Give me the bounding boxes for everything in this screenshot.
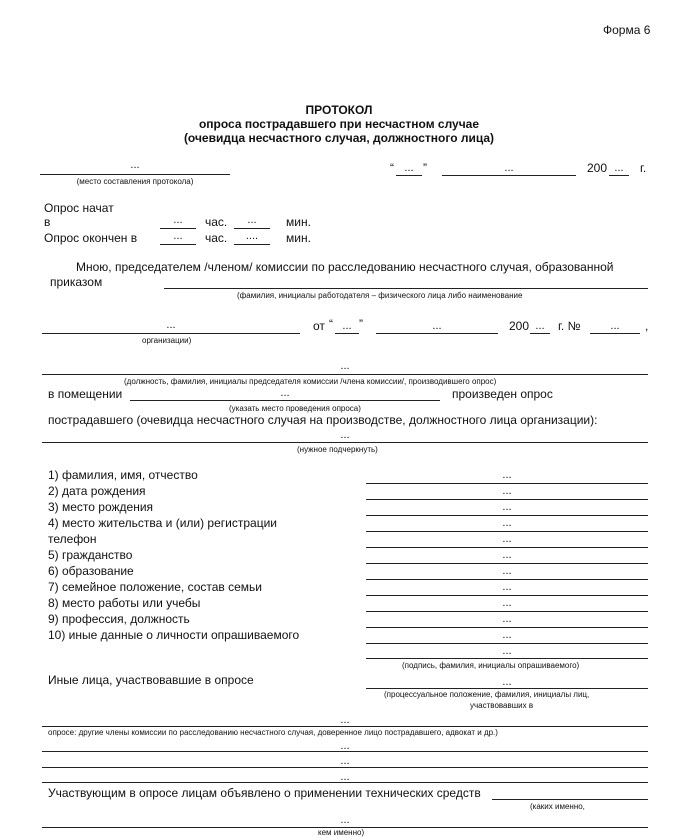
order-month-value[interactable]: ...	[432, 320, 442, 332]
start-minutes-value[interactable]: ...	[247, 214, 257, 226]
field-line	[366, 611, 648, 612]
field-line	[366, 515, 648, 516]
order-number-value[interactable]: ...	[610, 320, 620, 332]
others-extra-value[interactable]: ...	[340, 740, 350, 752]
place-caption: (место составления протокола)	[76, 177, 194, 186]
start-minutes-line	[234, 228, 270, 229]
org-caption: организации)	[142, 336, 192, 345]
start-label-2: в	[44, 215, 51, 229]
others-extra-value[interactable]: ...	[340, 755, 350, 767]
field-value[interactable]: ...	[502, 501, 512, 513]
place-line	[40, 174, 230, 175]
field-label: 10) иные данные о личности опрашиваемого	[48, 628, 300, 642]
field-line	[366, 483, 648, 484]
field-line	[366, 595, 648, 596]
order-number-line	[590, 333, 640, 334]
year-prefix: 200	[587, 161, 608, 175]
order-number-label: г. №	[558, 319, 581, 333]
start-hours-value[interactable]: ...	[173, 214, 183, 226]
premises-label: в помещении	[48, 387, 123, 401]
others-full-line	[42, 726, 648, 727]
order-month-line	[376, 333, 498, 334]
order-comma: ,	[645, 319, 649, 333]
position-value[interactable]: ...	[340, 360, 350, 372]
others-extra-line	[42, 751, 648, 752]
month-value[interactable]: ...	[504, 162, 514, 174]
employer-caption: (фамилия, инициалы работодателя – физического лица либо наименование	[237, 291, 523, 300]
place-value[interactable]: ...	[130, 159, 140, 171]
order-day-value[interactable]: ...	[342, 320, 352, 332]
year-value[interactable]: ...	[614, 162, 624, 174]
premises-caption: (указать место проведения опроса)	[229, 404, 361, 413]
premises-line	[130, 400, 440, 401]
others-full-value[interactable]: ...	[340, 714, 350, 726]
quote-open: “	[390, 161, 394, 175]
field-value[interactable]: ...	[502, 613, 512, 625]
others-extra-value[interactable]: ...	[340, 771, 350, 783]
field-line	[366, 531, 648, 532]
quote-close: ”	[423, 161, 427, 175]
position-caption: (должность, фамилия, инициалы председателя комиссии /члена комиссии/, производившего опрос)	[124, 377, 497, 386]
start-hours-label: час.	[205, 215, 228, 229]
others-extra-line	[42, 782, 648, 783]
org-line	[42, 333, 300, 334]
form-number-label: Форма 6	[603, 23, 651, 37]
order-year-line	[530, 333, 550, 334]
technical-text: Участвующим в опросе лицам объявлено о применении технических средств	[48, 786, 481, 800]
order-quote-open: “	[329, 317, 333, 331]
field-value[interactable]: ...	[502, 533, 512, 545]
field-value[interactable]: ...	[502, 549, 512, 561]
field-label: 1) фамилия, имя, отчество	[48, 468, 198, 482]
others-caption-2: участвовавших в	[470, 701, 534, 710]
end-minutes-value[interactable]: ....	[245, 230, 259, 242]
end-minutes-label: мин.	[286, 231, 311, 245]
extra-data-line	[366, 658, 648, 659]
order-from-label: от	[313, 319, 325, 333]
field-line	[366, 579, 648, 580]
field-label: телефон	[48, 532, 97, 546]
technical-caption-2: кем именно)	[318, 828, 365, 837]
field-label: 7) семейное положение, состав семьи	[48, 580, 263, 594]
field-label: 6) образование	[48, 564, 134, 578]
technical-value[interactable]: ...	[340, 814, 350, 826]
day-line	[396, 175, 422, 176]
employer-line[interactable]	[164, 288, 648, 289]
field-label: 8) место работы или учебы	[48, 596, 201, 610]
title-line-3: (очевидца несчастного случая, должностного лица)	[183, 131, 495, 145]
premises-value[interactable]: ...	[280, 387, 290, 399]
subject-caption: (нужное подчеркнуть)	[297, 445, 378, 454]
field-line	[366, 627, 648, 628]
field-value[interactable]: ...	[502, 581, 512, 593]
field-label: 4) место жительства и (или) регистрации	[48, 516, 277, 530]
field-line	[366, 563, 648, 564]
subject-line	[42, 442, 648, 443]
field-label: 9) профессия, должность	[48, 612, 190, 626]
subject-value[interactable]: ...	[340, 429, 350, 441]
conducted-label: произведен опрос	[452, 387, 553, 401]
field-line	[366, 499, 648, 500]
field-value[interactable]: ...	[502, 485, 512, 497]
others-caption-3: опросе: другие члены комиссии по расследованию несчастного случая, доверенное лицо пострадавшего, адвокат и др.)	[48, 728, 498, 737]
field-value[interactable]: ...	[502, 517, 512, 529]
others-line	[366, 688, 648, 689]
order-year-prefix: 200	[509, 319, 530, 333]
field-value[interactable]: ...	[502, 629, 512, 641]
title-line-1: ПРОТОКОЛ	[305, 103, 373, 117]
end-minutes-line	[234, 244, 270, 245]
extra-data-value[interactable]: ...	[502, 645, 512, 657]
end-hours-line	[160, 244, 196, 245]
subject-text: пострадавшего (очевидца несчастного случая на производстве, должностного лица организации):	[48, 413, 598, 427]
commission-text-line-2: приказом	[50, 275, 103, 289]
month-line	[442, 175, 576, 176]
field-label: 2) дата рождения	[48, 484, 146, 498]
field-line	[366, 547, 648, 548]
org-value[interactable]: ...	[166, 319, 176, 331]
field-value[interactable]: ...	[502, 469, 512, 481]
start-label-1: Опрос начат	[44, 201, 114, 215]
field-value[interactable]: ...	[502, 565, 512, 577]
others-caption-1: (процессуальное положение, фамилия, инициалы лиц,	[384, 690, 590, 699]
technical-caption-1: (каких именно,	[530, 802, 585, 811]
end-hours-value[interactable]: ...	[173, 230, 183, 242]
end-label: Опрос окончен в	[44, 231, 138, 245]
order-year-value[interactable]: ...	[535, 320, 545, 332]
signature-caption: (подпись, фамилия, инициалы опрашиваемого)	[402, 661, 580, 670]
year-suffix: г.	[640, 161, 647, 175]
others-value[interactable]: ...	[502, 676, 512, 688]
others-label: Иные лица, участвовавшие в опросе	[48, 673, 254, 687]
start-minutes-label: мин.	[286, 215, 311, 229]
field-line	[366, 643, 648, 644]
year-line	[609, 175, 629, 176]
day-value[interactable]: ...	[404, 162, 414, 174]
commission-text-line-1: Мною, председателем /членом/ комиссии по расследованию несчастного случая, образованной	[76, 260, 614, 274]
order-quote-close: ”	[359, 317, 363, 331]
field-label: 5) гражданство	[48, 548, 133, 562]
title-line-2: опроса пострадавшего при несчастном случае	[198, 117, 480, 131]
position-line	[42, 374, 648, 375]
end-hours-label: час.	[205, 231, 228, 245]
order-day-line	[335, 333, 359, 334]
field-label: 3) место рождения	[48, 500, 154, 514]
field-value[interactable]: ...	[502, 597, 512, 609]
technical-line[interactable]	[492, 799, 648, 800]
others-extra-line	[42, 767, 648, 768]
start-hours-line	[160, 228, 196, 229]
